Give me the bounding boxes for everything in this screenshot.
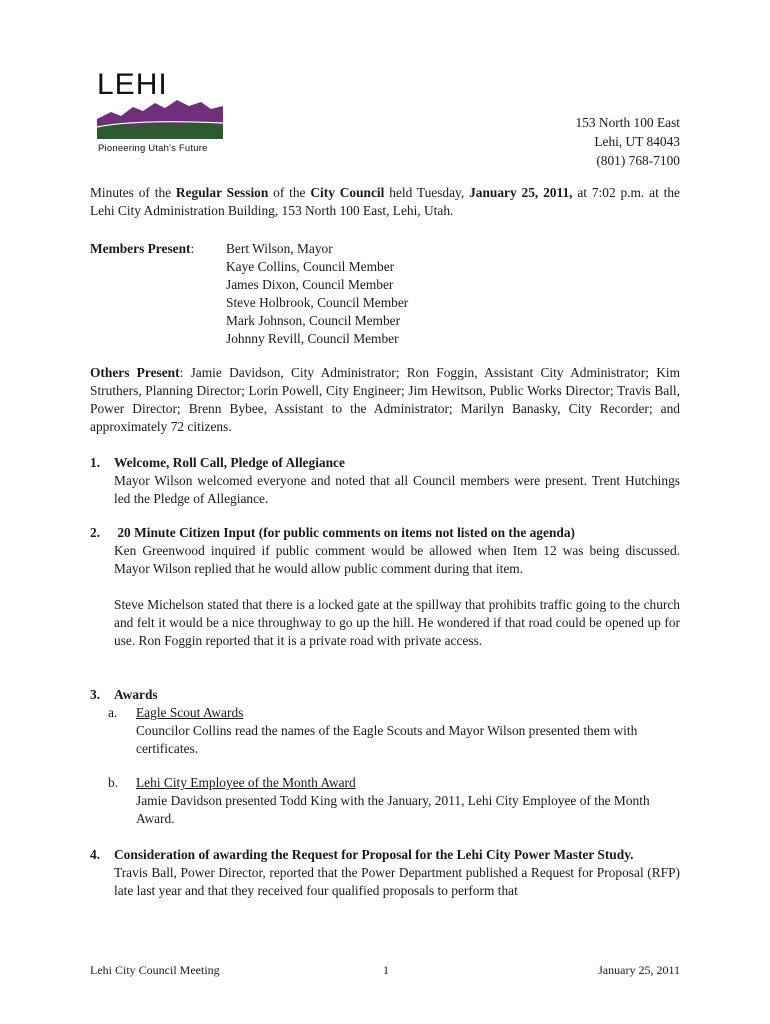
agenda-item-3: 3. Awards [90, 687, 158, 702]
intro-text: at 7:02 p.m. at the Lehi City Administration Building, 153 North 100 East, Lehi, Utah. [90, 185, 680, 218]
intro-text: held Tuesday, [384, 185, 470, 200]
member-item: Steve Holbrook, Council Member [226, 295, 409, 310]
award-title: Lehi City Employee of the Month Award [136, 775, 356, 790]
member-item: Mark Johnson, Council Member [226, 313, 401, 328]
logo-mountains-icon [97, 97, 223, 141]
logo-tagline: Pioneering Utah's Future [98, 143, 208, 154]
address-street: 153 North 100 East [575, 115, 680, 130]
members-label: Members Present: [90, 241, 195, 256]
intro-text: Minutes of the [90, 185, 176, 200]
member-item: Bert Wilson, Mayor [226, 241, 333, 256]
agenda-item-2: 2. 20 Minute Citizen Input (for public comments on items not listed on the agenda) Ken Greenwood inquired if public comment would be allowed when Item 12 was being discussed. Mayor Wilson replied that he would allow public comment during that item. Steve Michelson stated that there is a locked gate at the spillway that prohibits traffic going to the church and felt it would be a nice throughway to go up the hill. He wondered if that road could be opened up for use. Ron Foggin reported that it is a private road with private access. [90, 525, 680, 648]
members-list [226, 240, 408, 348]
address-block [575, 113, 680, 170]
agenda-item-title: Awards [114, 687, 158, 702]
logo-wordmark: LEHI [97, 68, 168, 101]
address-phone: (801) 768-7100 [596, 153, 680, 168]
intro-session: Regular Session [175, 185, 269, 200]
footer-date: January 25, 2011 [598, 963, 680, 977]
award-title: Eagle Scout Awards [136, 705, 244, 720]
agenda-item-text: Travis Ball, Power Director, reported that the Power Department published a Request for Proposal (RFP) late last year and that they received four qualified proposals to perform that [114, 865, 680, 898]
award-b: b. Lehi City Employee of the Month Award Jamie Davidson presented Todd King with the January, 2011, Lehi City Employee of the Month Award. [108, 774, 680, 828]
address-city: Lehi, UT 84043 [594, 134, 680, 149]
agenda-item-text: Steve Michelson stated that there is a locked gate at the spillway that prohibits traffic going to the church and felt it would be a nice throughway to go up the hill. He wondered if that road could be opened up for use. Ron Foggin reported that it is a private road with private access. [114, 597, 680, 648]
award-text: Councilor Collins read the names of the Eagle Scouts and Mayor Wilson presented them with certificates. [136, 723, 638, 756]
member-item: James Dixon, Council Member [226, 277, 394, 292]
page-number: 1 [383, 963, 389, 977]
intro-body: City Council [310, 185, 385, 200]
footer-title: Lehi City Council Meeting [90, 963, 220, 977]
agenda-item-title: Consideration of awarding the Request for Proposal for the Lehi City Power Master Study. [114, 847, 634, 862]
intro-date: January 25, 2011, [469, 185, 573, 200]
agenda-item-text: Mayor Wilson welcomed everyone and noted that all Council members were present. Trent Hutchings led the Pledge of Allegiance. [114, 473, 680, 506]
others-paragraph: Others Present: Jamie Davidson, City Administrator; Ron Foggin, Assistant City Administrator; Kim Struthers, Planning Director; Lorin Powell, City Engineer; Jim Hewitson, Public Works Director; Travis Ball, Power Director; Brenn Bybee, Assistant to the Administrator; Marilyn Banasky, City Recorder; and approximately 72 citizens. [90, 365, 680, 434]
award-text: Jamie Davidson presented Todd King with the January, 2011, Lehi City Employee of the Month Award. [136, 793, 650, 826]
intro-paragraph [90, 184, 680, 220]
intro-text: of the [268, 185, 311, 200]
agenda-item-title: 20 Minute Citizen Input (for public comments on items not listed on the agenda) [114, 525, 575, 540]
agenda-item-title: Welcome, Roll Call, Pledge of Allegiance [114, 455, 345, 470]
award-a: a. Eagle Scout Awards Councilor Collins read the names of the Eagle Scouts and Mayor Wilson presented them with certificates. [108, 704, 680, 758]
agenda-item-4: 4. Consideration of awarding the Request for Proposal for the Lehi City Power Master Study. Travis Ball, Power Director, reported that the Power Department published a Request for Proposal (RFP) late last year and that they received four qualified proposals to perform that [90, 847, 680, 898]
member-item: Johnny Revill, Council Member [226, 331, 399, 346]
agenda-item-1: 1. Welcome, Roll Call, Pledge of Allegiance Mayor Wilson welcomed everyone and noted that all Council members were present. Trent Hutchings led the Pledge of Allegiance. [90, 455, 680, 506]
member-item: Kaye Collins, Council Member [226, 259, 395, 274]
agenda-item-text: Ken Greenwood inquired if public comment would be allowed when Item 12 was being discussed. Mayor Wilson replied that he would allow public comment during that item. [114, 543, 680, 576]
